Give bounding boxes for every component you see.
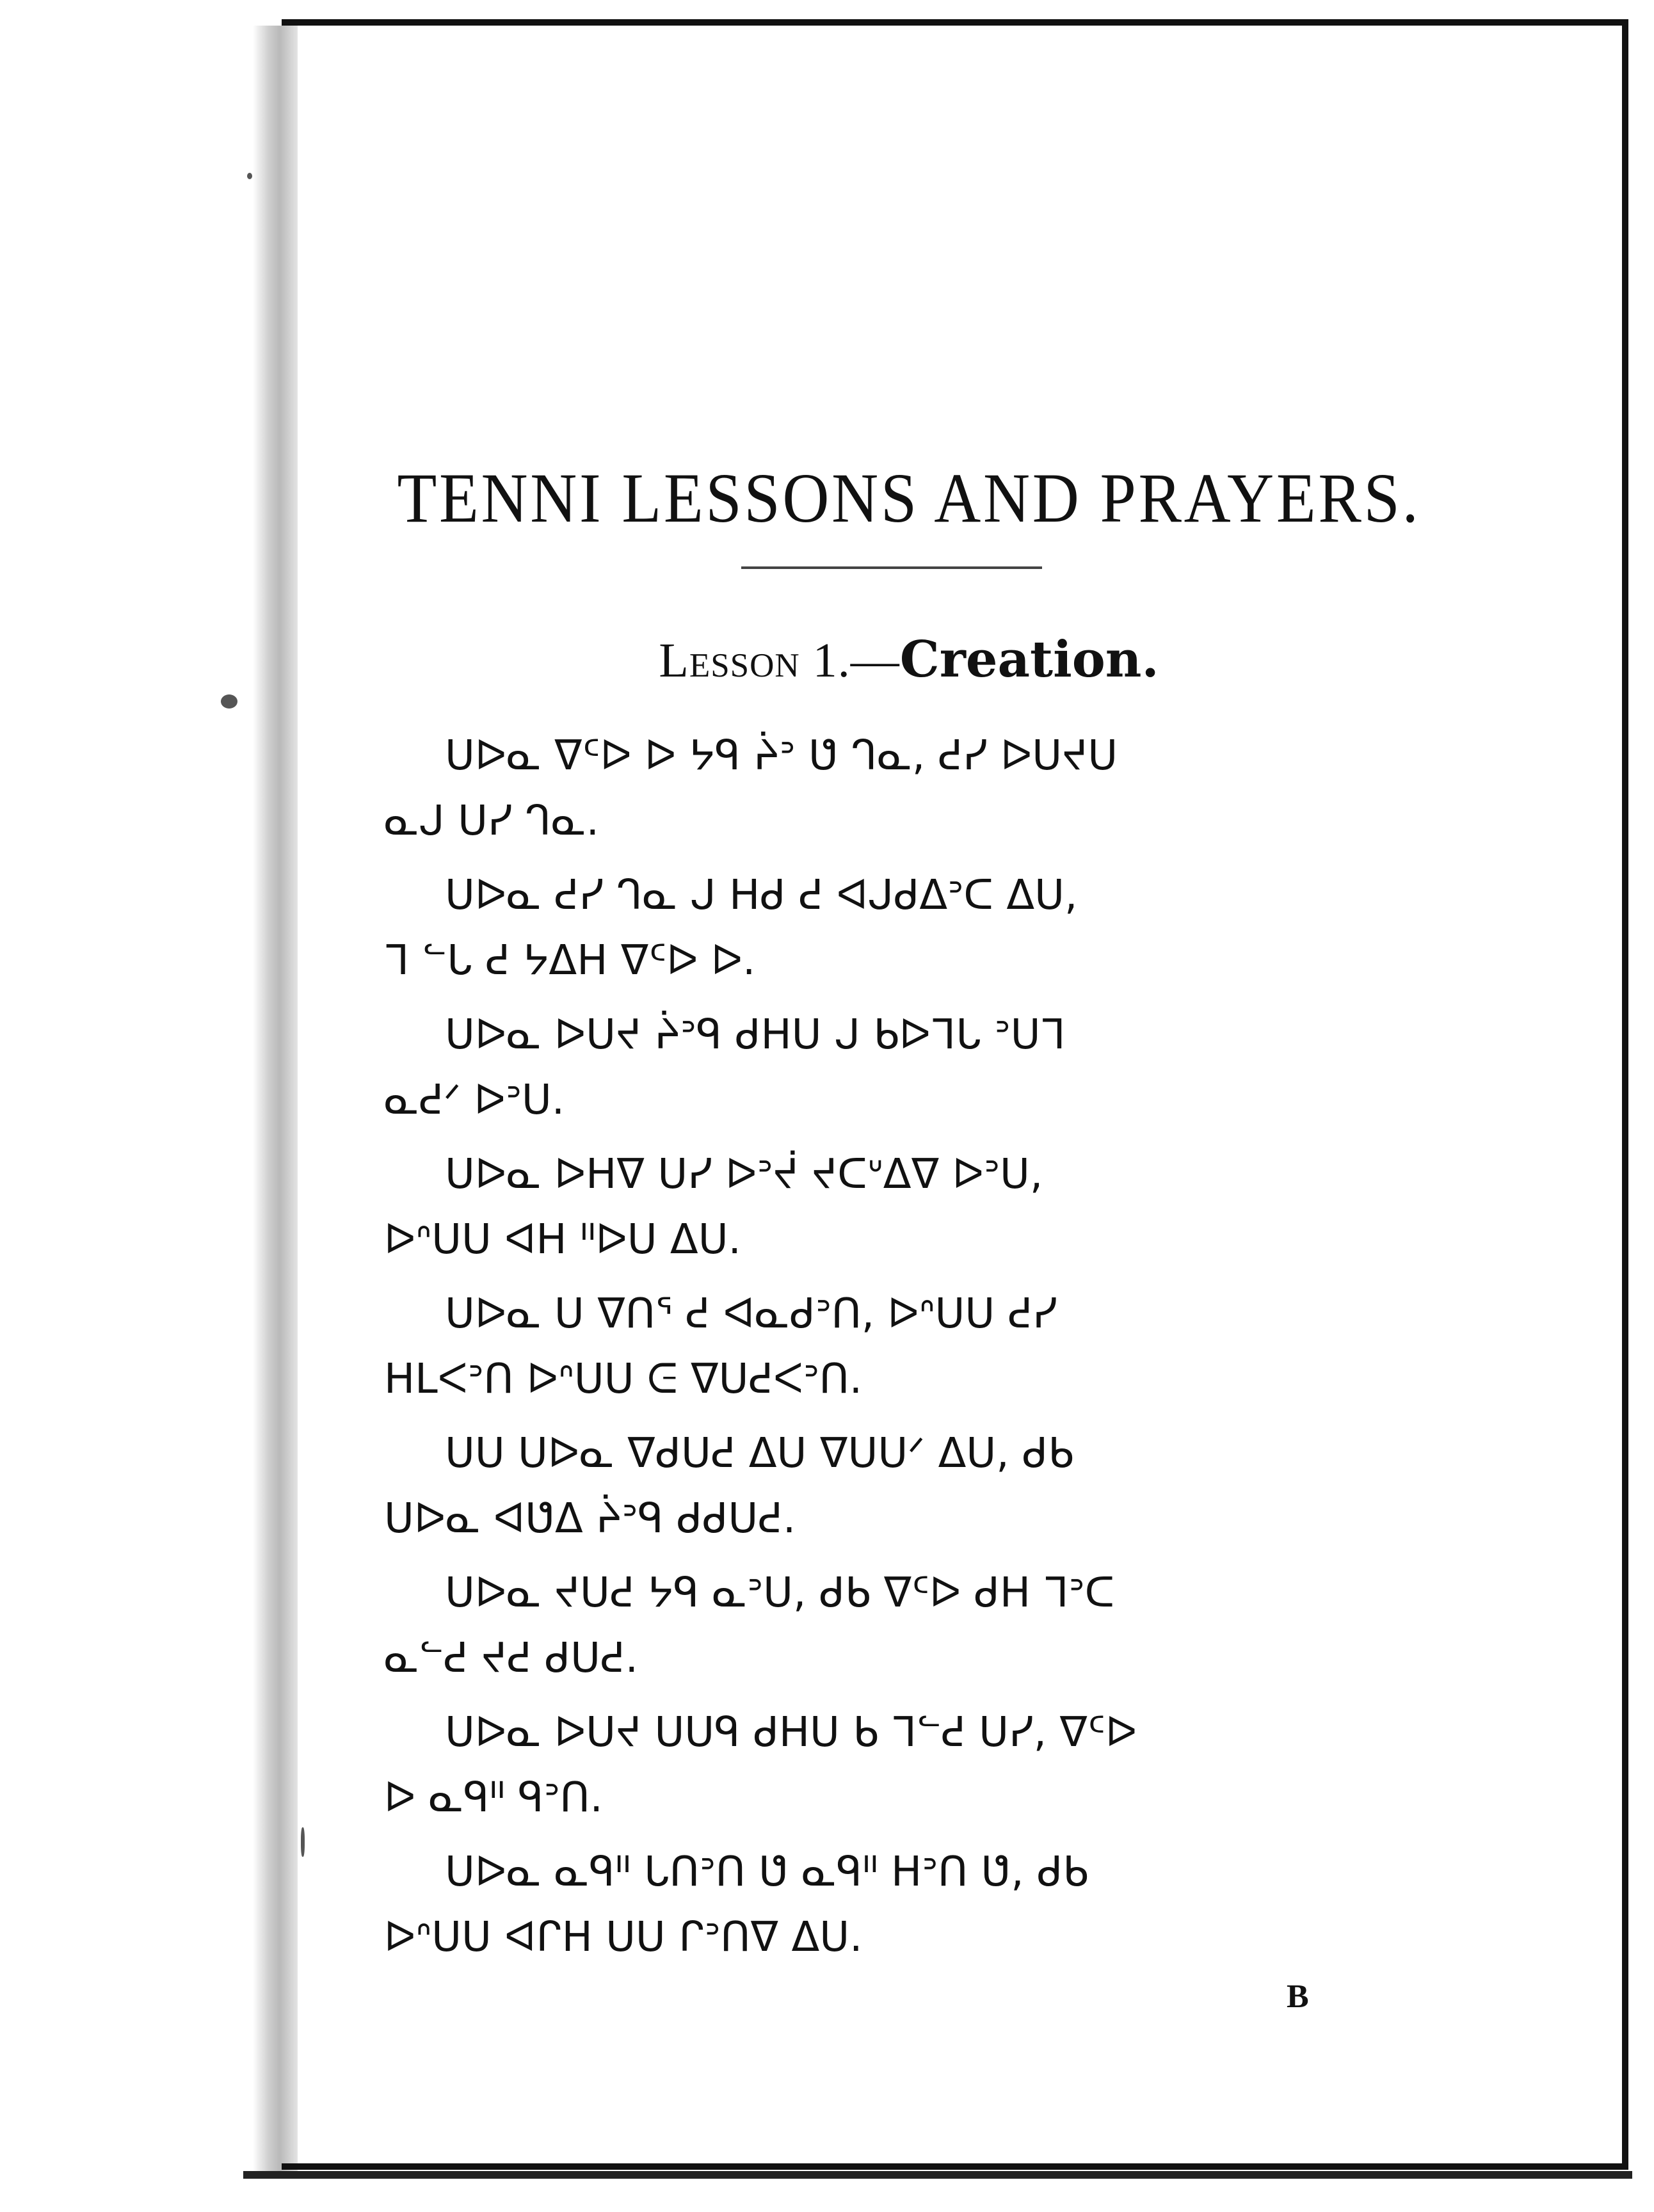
facing-page-margin [0,0,269,2212]
paragraph-line: ᑌᑌ ᑌᐅᓇ ᐁᑯᑌᕍ ᐃᑌ ᐁᑌᑌᐟ ᐃᑌ, ᑯᑲ [445,1430,1074,1477]
signature-mark: B [1287,1978,1309,2015]
paragraph-line: ᐅ ᓇᑫᐦ ᑫᐣᑎ. [384,1774,603,1822]
paragraph-gap [384,1691,1408,1700]
lesson-heading [346,630,1472,689]
paragraph-line: ᐅᐢᑌᑌ ᐊᒋᕼ ᑌᑌ ᒋᐣᑎᐁ ᐃᑌ. [384,1914,863,1961]
paragraph-line: ᑌᐅᓇ ᐊᕟᐃ ᔩᐣᑫ ᑯᑯᑌᕍ. [384,1495,796,1543]
paragraph-gap [384,1133,1408,1142]
paragraph-line: ᑌᐅᓇ ᔪᑌᕍ ᔭᑫ ᓇᐣᑌ, ᑯᑲ ᐁᑦᐅ ᑯᕼ ᒣᐣᑕ [445,1569,1115,1617]
paragraph-line: ᑌᐅᓇ ᐅᕼᐁ ᑌᓯ ᐅᐣᔫ ᔪᑕᐡᐃᐁ ᐅᐣᑌ, [445,1151,1043,1198]
paragraph-gap [384,993,1408,1002]
paragraph-line: ᕼᒪᐸᐣᑎ ᐅᐢᑌᑌ ᕮ ᐁᑌᕍᐸᐣᑎ. [384,1356,863,1403]
page-title: TENNI LESSONS AND PRAYERS. [397,459,1421,537]
paragraph-line: ᑌᐅᓇ ᑌ ᐁᑎᕐ ᕍ ᐊᓇᑯᐣᑎ, ᐅᐢᑌᑌ ᕍᓯ [445,1290,1057,1338]
paragraph-line: ᓇᕍᐟ ᐅᐣᑌ. [384,1077,565,1124]
lesson-number: Lesson 1.— [659,634,900,687]
paragraph-gap [384,854,1408,863]
paragraph-line: ᓇᓪᕍ ᔪᕍ ᑯᑌᕍ. [384,1635,638,1682]
paragraph-line: ᑌᐅᓇ ᐅᑌᔪ ᔩᐣᑫ ᑯᕼᑌ ᒍ ᑲᐅᒣᒐ ᐣᑌᒣ [445,1011,1066,1059]
ink-speck [221,694,237,709]
paragraph-gap [384,1831,1408,1839]
ink-speck [247,173,252,179]
ink-speck [301,1827,305,1857]
title-divider-rule [741,566,1042,569]
paragraph-gap [384,1272,1408,1281]
syllabic-text-body [384,723,1408,1970]
paragraph-line: ᑌᐅᓇ ᐁᑦᐅ ᐅ ᔭᑫ ᔩᐣ ᕟ ᒉᓇ, ᕍᓯ ᐅᑌᔪᑌ [445,732,1118,780]
paragraph-line: ᑌᐅᓇ ᐅᑌᔪ ᑌᑌᑫ ᑯᕼᑌ ᑲ ᒣᓪᕍ ᑌᓯ, ᐁᑦᐅ [445,1709,1137,1756]
paragraph-line: ᑌᐅᓇ ᓇᑫᐦ ᒐᑎᐣᑎ ᕟ ᓇᑫᐦ ᕼᐣᑎ ᕟ, ᑯᑲ [445,1848,1089,1896]
paragraph-line: ᒣ ᓪᒐ ᕍ ᔭᐃᕼ ᐁᑦᐅ ᐅ. [384,937,756,984]
paragraph-gap [384,1551,1408,1560]
paragraph-line: ᓇᒍ ᑌᓯ ᒉᓇ. [384,797,599,845]
page-bottom-edge [243,2171,1632,2179]
paragraph-line: ᐅᐢᑌᑌ ᐊᕼ ᐦᐅᑌ ᐃᑌ. [384,1216,741,1263]
lesson-title: Creation. [899,630,1159,689]
paragraph-line: ᑌᐅᓇ ᕍᓯ ᒉᓇ ᒍ ᕼᑯ ᕍ ᐊᒍᑯᐃᐣᑕ ᐃᑌ, [445,872,1078,919]
paragraph-gap [384,1412,1408,1421]
